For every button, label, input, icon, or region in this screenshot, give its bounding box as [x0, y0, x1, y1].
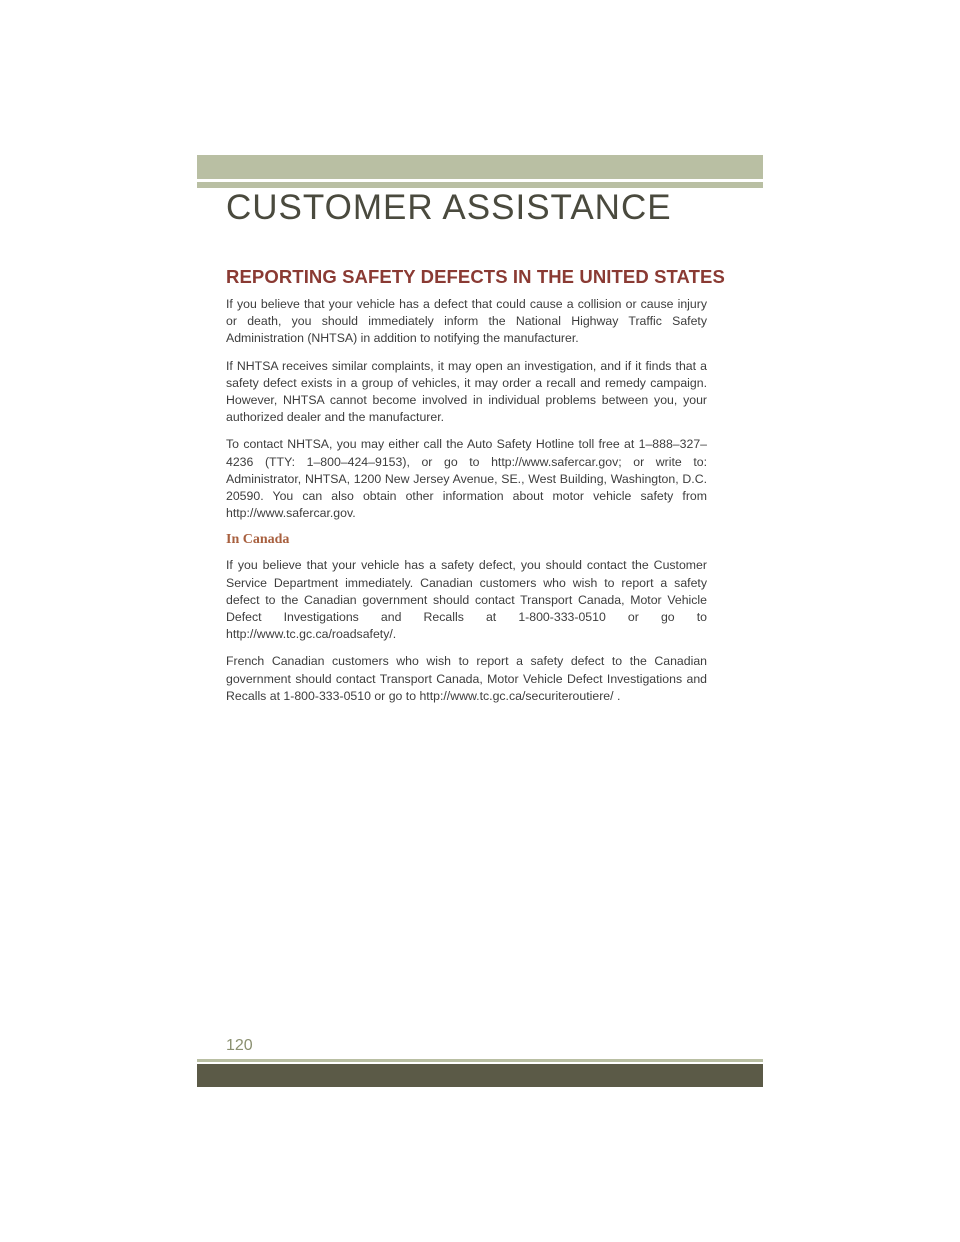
- canada-subheading: In Canada: [226, 532, 290, 548]
- footer-band: [197, 1064, 763, 1087]
- page-content: [226, 266, 725, 715]
- footer-rule: [197, 1059, 763, 1062]
- paragraph: If NHTSA receives similar complaints, it may open an investigation, and if it finds that a safety defect exists in a group of vehicles, it may order a recall and remedy campaign. However, NHTSA cannot become involved in individual problems between you, your authorized dealer and the manufacturer.: [226, 358, 707, 425]
- paragraph: If you believe that your vehicle has a safety defect, you should contact the Customer Service Department immediately. Canadian customers who wish to report a safety defect to the Canadian government should contact Transport Canada, Motor Vehicle Defect Investigations and Recalls at 1-800-333-0510 or go to http://www.tc.gc.ca/roadsafety/.: [226, 558, 707, 642]
- main-heading: REPORTING SAFETY DEFECTS IN THE UNITED STATES: [226, 266, 725, 287]
- paragraph: To contact NHTSA, you may either call the Auto Safety Hotline toll free at 1–888–327–4236 (TTY: 1–800–424–9153), or go to http://www.safercar.gov; or write to: Administrator, NHTSA, 1200 New Jersey Avenue, SE., West Building, Washington, D.C. 20590. You can also obtain other information about motor vehicle safety from http://www.safercar.gov.: [226, 437, 707, 521]
- paragraph: If you believe that your vehicle has a defect that could cause a collision or cause injury or death, you should immediately inform the National Highway Traffic Safety Administration (NHTSA) in addition to notifying the manufacturer.: [226, 297, 707, 346]
- section-title: CUSTOMER ASSISTANCE: [226, 188, 672, 227]
- page-number: 120: [226, 1037, 253, 1054]
- header-band: [197, 155, 763, 179]
- paragraph: French Canadian customers who wish to report a safety defect to the Canadian government should contact Transport Canada, Motor Vehicle Defect Investigations and Recalls at 1-800-333-0510 or go to http://www.tc.gc.ca/securiteroutiere/ .: [226, 654, 707, 703]
